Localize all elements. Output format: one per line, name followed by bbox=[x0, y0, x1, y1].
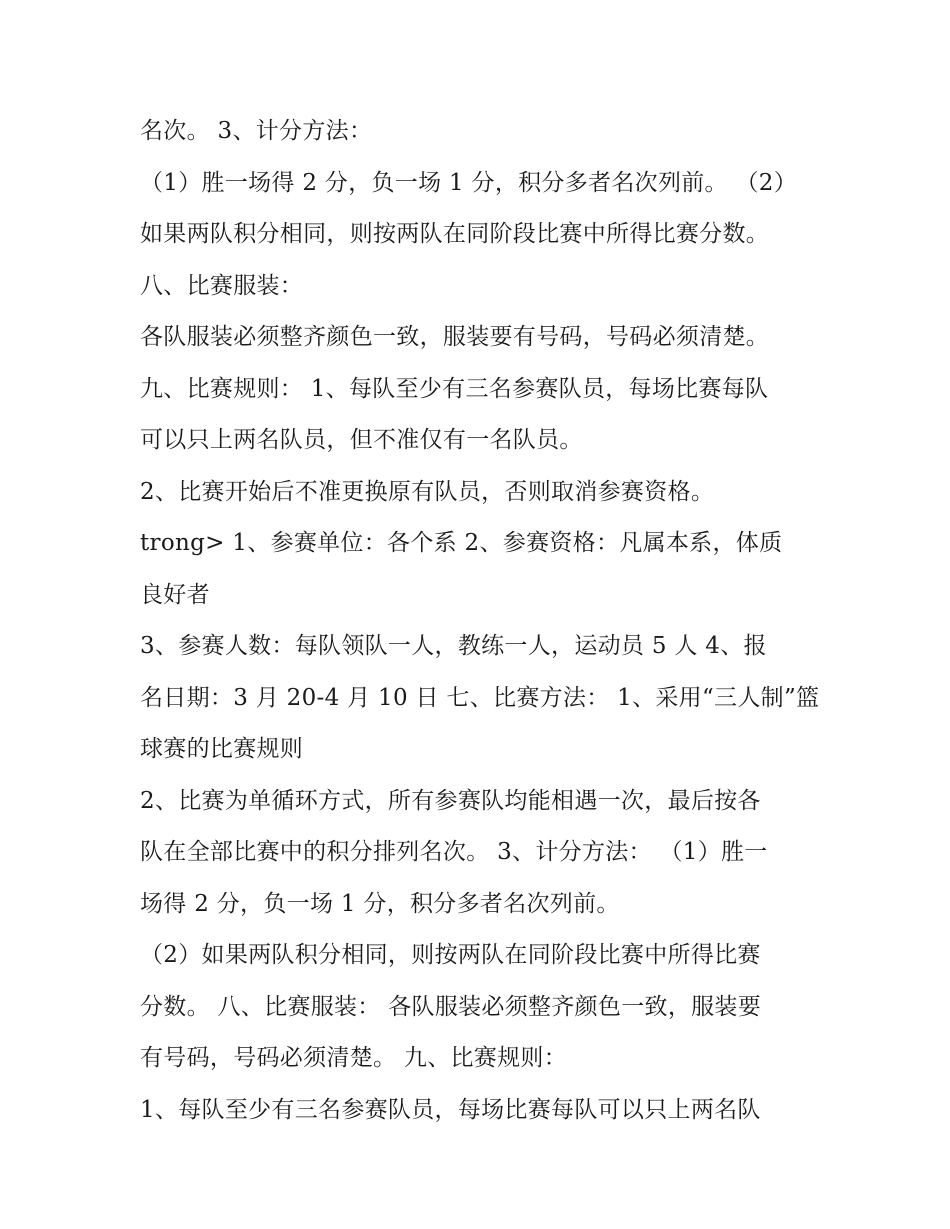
text-line: 队在全部比赛中的积分排列名次。 3、计分方法： （1）胜一 bbox=[140, 839, 768, 865]
text-line: （2）如果两队积分相同，则按两队在同阶段比赛中所得比赛 bbox=[140, 942, 761, 968]
text-line: 各队服装必须整齐颜色一致，服装要有号码，号码必须清楚。 bbox=[140, 324, 770, 350]
text-line: 良好者 bbox=[140, 581, 210, 608]
text-line: 3、参赛人数：每队领队一人，教练一人，运动员 5 人 4、报 bbox=[140, 633, 767, 659]
text-line: 2、比赛开始后不准更换原有队员，否则取消参赛资格。 bbox=[140, 478, 715, 505]
text-line: （1）胜一场得 2 分，负一场 1 分，积分多者名次列前。 （2） bbox=[140, 169, 797, 196]
text-line: 分数。 八、比赛服装： 各队服装必须整齐颜色一致，服装要 bbox=[140, 993, 762, 1020]
text-line: 场得 2 分，负一场 1 分，积分多者名次列前。 bbox=[140, 890, 620, 917]
text-line: trong> 1、参赛单位：各个系 2、参赛资格：凡属本系，体质 bbox=[140, 530, 783, 556]
text-line: 有号码，号码必须清楚。 九、比赛规则： bbox=[140, 1045, 568, 1071]
text-line: 九、比赛规则： 1、每队至少有三名参赛队员，每场比赛每队 bbox=[140, 375, 769, 402]
text-line: 名日期：3 月 20-4 月 10 日 七、比赛方法： 1、采用“三人制”篮 bbox=[140, 684, 820, 711]
document-body bbox=[140, 106, 820, 1136]
text-line: 八、比赛服装： bbox=[140, 272, 304, 299]
text-line: 球赛的比赛规则 bbox=[140, 736, 304, 762]
text-line: 名次。 3、计分方法： bbox=[140, 118, 373, 144]
text-line: 可以只上两名队员，但不准仅有一名队员。 bbox=[140, 427, 583, 453]
text-line: 如果两队积分相同，则按两队在同阶段比赛中所得比赛分数。 bbox=[140, 221, 770, 247]
text-line: 2、比赛为单循环方式，所有参赛队均能相遇一次，最后按各 bbox=[140, 787, 761, 814]
text-line: 1、每队至少有三名参赛队员，每场比赛每队可以只上两名队 bbox=[140, 1096, 761, 1123]
